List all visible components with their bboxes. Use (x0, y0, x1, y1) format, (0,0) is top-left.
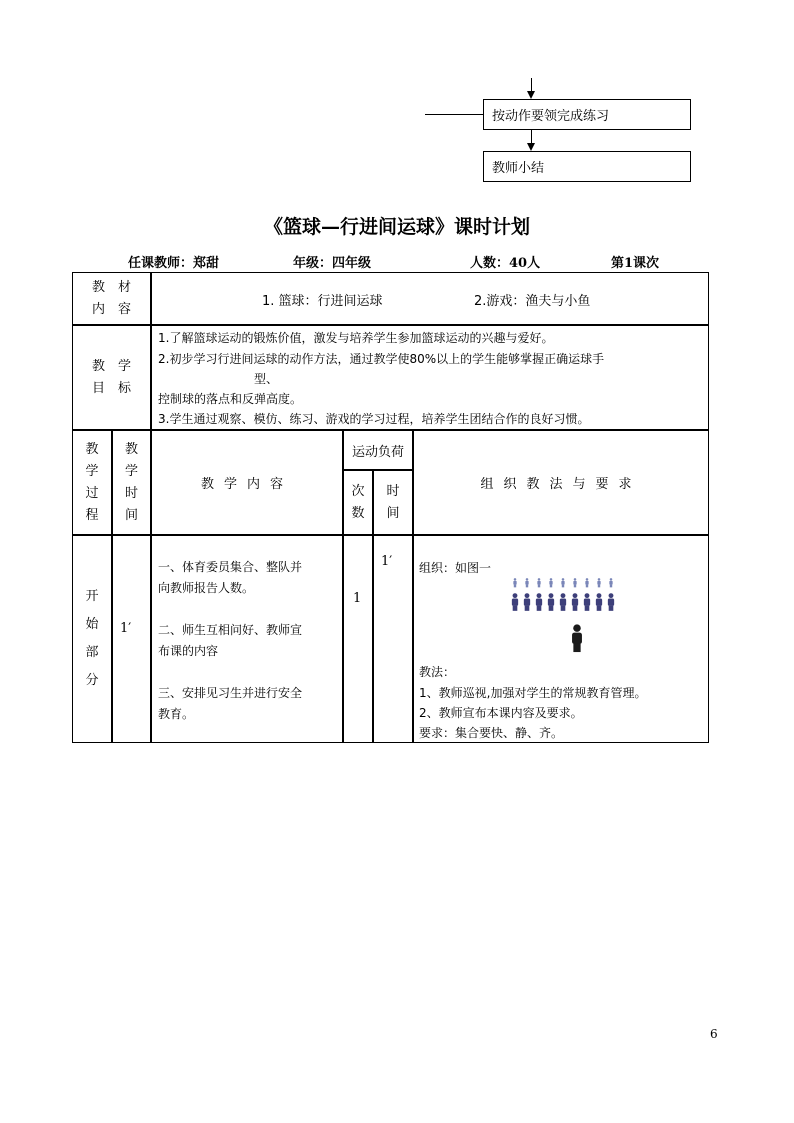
teacher-icon (572, 624, 582, 652)
student-front-row-icon (560, 593, 566, 611)
row1-content-1: 一、体育委员集合、整队并 (158, 560, 303, 574)
head-load-label: 运动负荷 (351, 444, 404, 460)
material-content-cell (151, 272, 709, 325)
student-back-row-icon (561, 578, 564, 587)
head-time-1: 学 (124, 463, 138, 479)
row1-times-cell (343, 535, 373, 743)
student-back-row-icon (549, 578, 552, 587)
head-time-cell (112, 430, 151, 535)
goal-label-cell (72, 325, 151, 430)
head-process-2: 过 (85, 485, 99, 501)
head-method-cell (413, 430, 709, 535)
head-duration-1: 间 (386, 505, 400, 521)
row1-method-cell (413, 535, 709, 743)
stage-time-value: 1′ (120, 621, 132, 636)
page-title: 《篮球—行进间运球》课时计划 (263, 216, 530, 238)
goal-1: 1.了解篮球运动的锻炼价值，激发与培养学生参加篮球运动的兴趣与爱好。 (158, 331, 554, 345)
info-lesson: 第1课次 (611, 256, 660, 271)
info-grade: 年级：四年级 (293, 256, 372, 271)
head-process-3: 程 (85, 507, 99, 523)
head-process-1: 学 (85, 463, 99, 479)
head-process-0: 教 (85, 441, 99, 457)
head-time-2: 时 (124, 485, 138, 501)
student-front-row-icon (524, 593, 530, 611)
method-label: 教法： (419, 665, 456, 679)
row1-content-4: 二、师生互相问好、教师宣 (158, 623, 303, 637)
material-item-2: 2.游戏：渔夫与小鱼 (474, 294, 591, 309)
flow-arrow-2 (527, 143, 535, 151)
student-back-row-icon (525, 578, 528, 587)
stage-0: 开 (85, 589, 99, 604)
flow-arrow-1 (527, 91, 535, 99)
material-label-2: 内 容 (91, 301, 131, 317)
goal-2c: 控制球的落点和反弹高度。 (158, 392, 303, 406)
goal-2b: 型、 (254, 372, 279, 386)
row1-content-2: 向教师报告人数。 (158, 581, 255, 595)
student-back-row-icon (513, 578, 516, 587)
student-front-row-icon (512, 593, 518, 611)
material-item-1: 1. 篮球：行进间运球 (262, 294, 383, 309)
student-front-row-icon (548, 593, 554, 611)
flow-step-summary-label: 教师小结 (492, 161, 545, 176)
goal-label-1: 教 学 (91, 358, 131, 374)
formation-diagram (506, 576, 618, 658)
row1-duration-cell (373, 535, 413, 743)
goal-label-2: 目 标 (91, 380, 131, 396)
goal-content-cell (151, 325, 709, 430)
head-load-cell (343, 430, 413, 470)
head-time-3: 间 (124, 507, 138, 523)
student-front-row-icon (536, 593, 542, 611)
material-label-cell (72, 272, 151, 325)
flow-connector-top (531, 78, 532, 92)
student-back-row-icon (597, 578, 600, 587)
stage-1: 始 (85, 617, 99, 632)
student-front-row-icon (572, 593, 578, 611)
require-text: 要求：集合要快、静、齐。 (419, 726, 564, 740)
head-times-1: 数 (351, 505, 365, 521)
org-label: 组织：如图一 (419, 561, 492, 575)
goal-2a: 2.初步学习行进间运球的动作方法，通过教学使80%以上的学生能够掌握正确运球手 (158, 352, 605, 366)
head-duration-0: 时 (386, 483, 400, 499)
head-times-cell (343, 470, 373, 535)
head-content-label: 教学内容 (200, 477, 293, 492)
flow-connector-left (425, 114, 483, 115)
head-process-cell (72, 430, 112, 535)
page-number: 6 (710, 1027, 718, 1041)
method-1: 1、教师巡视,加强对学生的常规教育管理。 (419, 686, 647, 700)
head-time-0: 教 (124, 441, 138, 457)
stage-cell (72, 535, 112, 743)
student-front-row-icon (596, 593, 602, 611)
student-back-row-icon (537, 578, 540, 587)
material-label-1: 教 材 (91, 279, 131, 295)
stage-3: 分 (85, 673, 99, 688)
stage-2: 部 (85, 645, 99, 660)
info-count: 人数：40人 (470, 256, 541, 271)
goal-3: 3.学生通过观察、模仿、练习、游戏的学习过程，培养学生团结合作的良好习惯。 (158, 412, 590, 426)
student-back-row-icon (585, 578, 588, 587)
student-back-row-icon (573, 578, 576, 587)
student-front-row-icon (608, 593, 614, 611)
student-back-row-icon (609, 578, 612, 587)
row1-times-value: 1 (353, 591, 362, 606)
head-method-label: 组织教法与要求 (480, 477, 642, 492)
flow-connector-mid (531, 130, 532, 143)
row1-content-5: 布课的内容 (158, 644, 219, 658)
info-teacher: 任课教师：郑甜 (128, 256, 220, 271)
head-content-cell (151, 430, 343, 535)
flow-step-summary (483, 151, 691, 182)
row1-content-7: 三、安排见习生并进行安全 (158, 686, 303, 700)
row1-content-8: 教育。 (158, 707, 195, 721)
head-duration-cell (373, 470, 413, 535)
head-times-0: 次 (351, 483, 365, 499)
row1-duration-value: 1′ (381, 554, 393, 569)
flow-step-practice (483, 99, 691, 130)
row1-content-cell (151, 535, 343, 743)
stage-time-cell (112, 535, 151, 743)
method-2: 2、教师宣布本课内容及要求。 (419, 706, 583, 720)
student-front-row-icon (584, 593, 590, 611)
flow-step-practice-label: 按动作要领完成练习 (492, 109, 610, 124)
